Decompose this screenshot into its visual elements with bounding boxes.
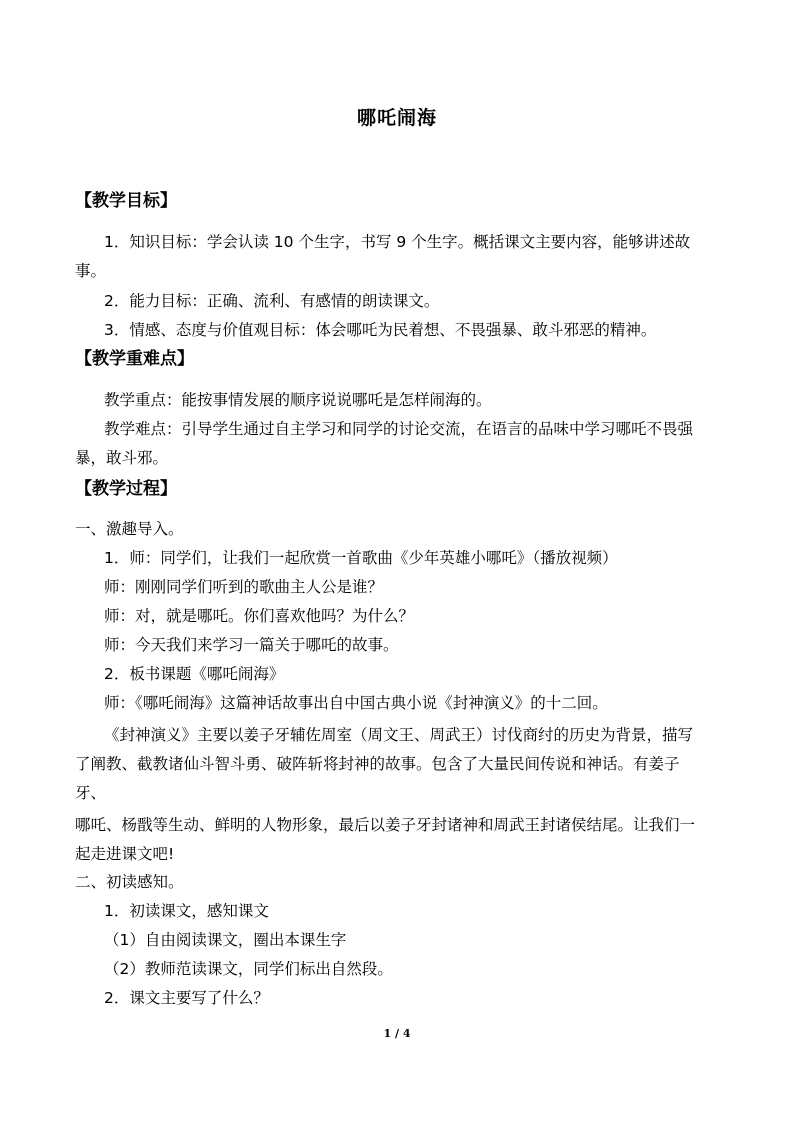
paragraph: 教学难点：引导学生通过自主学习和同学的讨论交流，在语言的品味中学习哪吒不畏强	[104, 420, 694, 438]
paragraph: 师：刚刚同学们听到的歌曲主人公是谁？	[104, 578, 384, 596]
paragraph: 2．能力目标：正确、流利、有感情的朗读课文。	[104, 292, 440, 310]
paragraph: 一、激趣导入。	[75, 520, 184, 538]
page-number: 1 / 4	[383, 1027, 411, 1040]
section-heading-process: 【教学过程】	[75, 479, 177, 499]
paragraph: 了阐教、截教诸仙斗智斗勇、破阵斩将封神的故事。包含了大量民间传说和神话。有姜子	[75, 755, 680, 773]
paragraph: 《封神演义》主要以姜子牙辅佐周室（周文王、周武王）讨伐商纣的历史为背景，描写	[104, 726, 694, 744]
paragraph: （2）教师范读课文，同学们标出自然段。	[104, 960, 393, 978]
section-heading-goals: 【教学目标】	[75, 191, 177, 211]
paragraph: 师：今天我们来学习一篇关于哪吒的故事。	[104, 636, 399, 654]
paragraph: 3．情感、态度与价值观目标：体会哪吒为民着想、不畏强暴、敢斗邪恶的精神。	[104, 321, 657, 339]
paragraph: 1．师：同学们，让我们一起欣赏一首歌曲《少年英雄小哪吒》（播放视频）	[104, 549, 618, 567]
paragraph: 师：对，就是哪吒。你们喜欢他吗？为什么？	[104, 607, 415, 625]
paragraph: 起走进课文吧!	[75, 845, 175, 863]
paragraph: （1）自由阅读课文，圈出本课生字	[104, 931, 347, 949]
paragraph: 2．课文主要写了什么？	[104, 989, 269, 1007]
page-title: 哪吒闹海	[356, 107, 437, 129]
paragraph: 2．板书课题《哪吒闹海》	[104, 665, 285, 683]
paragraph: 暴，敢斗邪。	[75, 449, 169, 467]
paragraph: 牙、	[75, 784, 107, 802]
paragraph: 1．知识目标：学会认读 10 个生字，书写 9 个生字。概括课文主要内容，能够讲述故	[104, 233, 691, 251]
paragraph: 教学重点：能按事情发展的顺序说说哪吒是怎样闹海的。	[104, 391, 492, 409]
paragraph: 二、初读感知。	[75, 873, 184, 891]
paragraph: 事。	[75, 262, 107, 280]
paragraph: 哪吒、杨戬等生动、鲜明的人物形象，最后以姜子牙封诸神和周武王封诸侯结尾。让我们一	[75, 816, 696, 834]
paragraph: 1．初读课文，感知课文	[104, 902, 269, 920]
section-heading-keypoints: 【教学重难点】	[75, 349, 194, 369]
paragraph: 师：《哪吒闹海》这篇神话故事出自中国古典小说《封神演义》的十二回。	[104, 694, 608, 712]
